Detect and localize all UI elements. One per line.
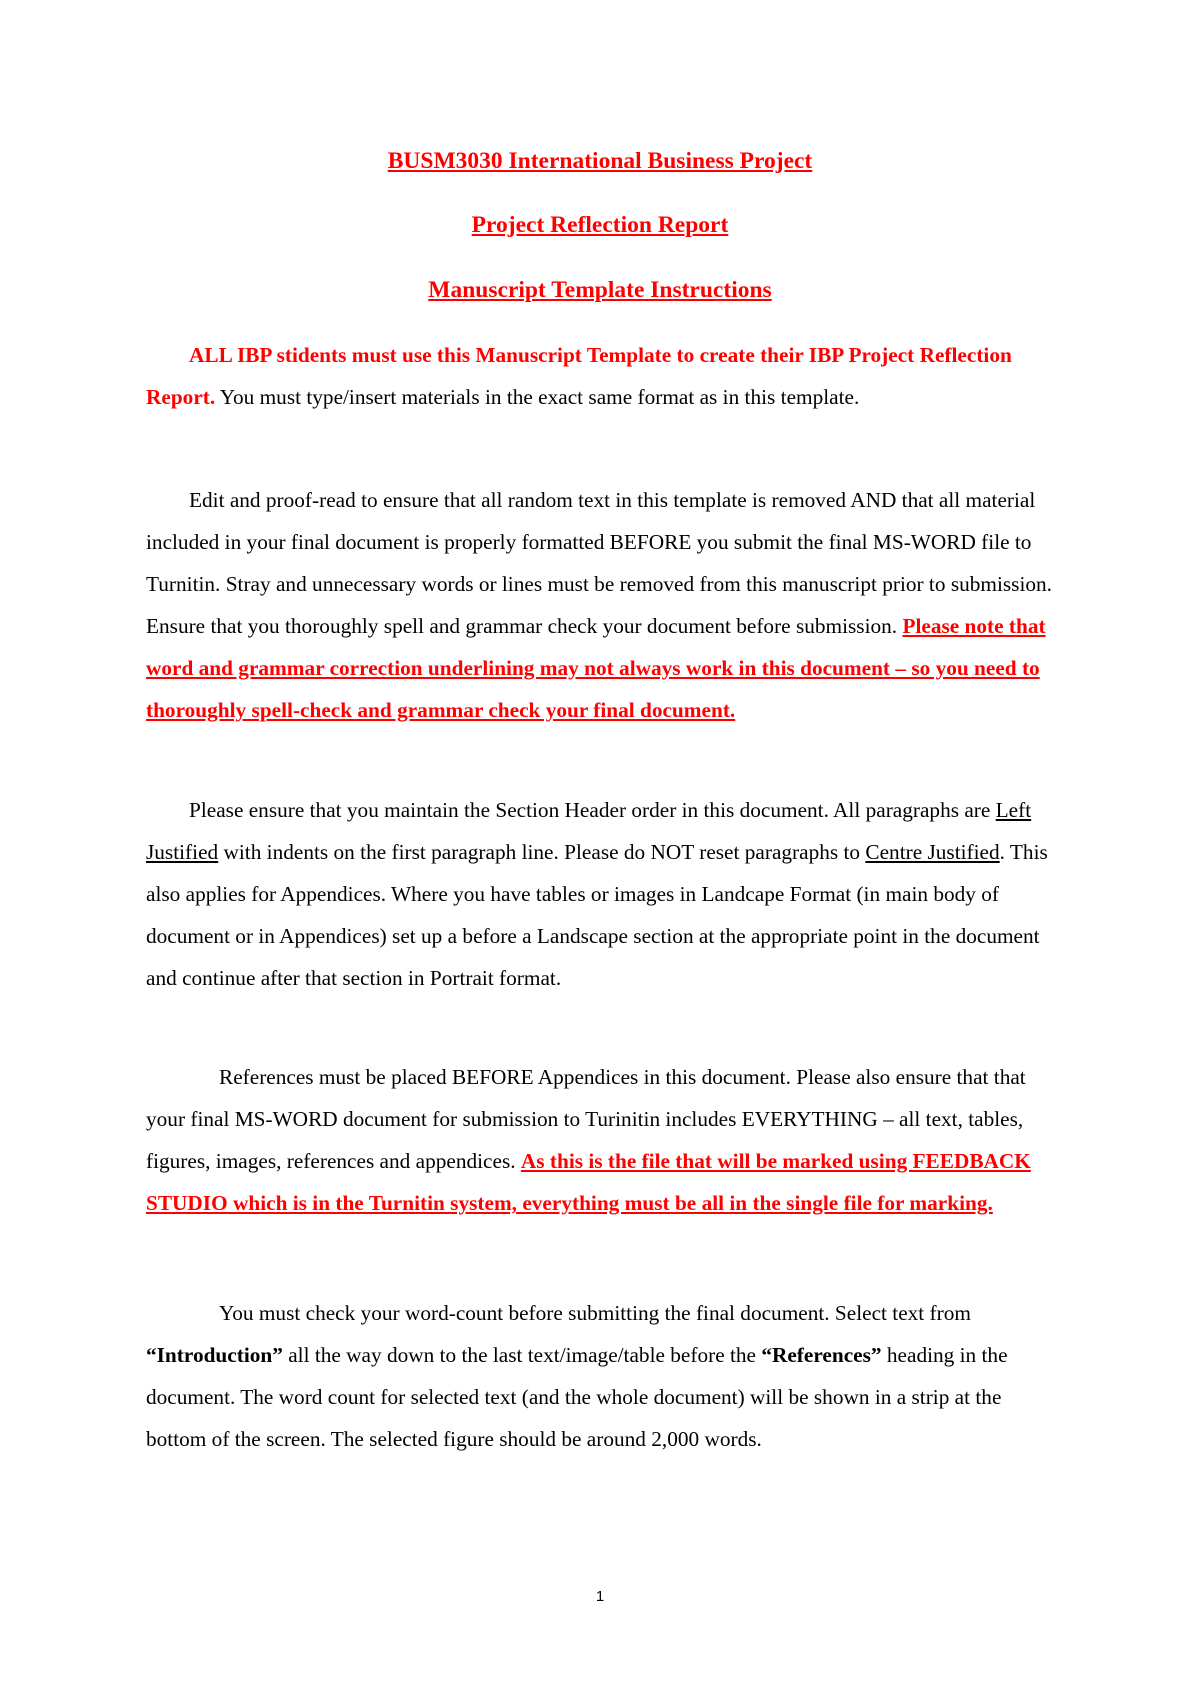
- centre-justified-term: Centre Justified: [865, 840, 1000, 864]
- instructions-title: Manuscript Template Instructions: [428, 277, 772, 303]
- proofreading-warning: Please note that word and grammar correction underlining may not always work in this document – so you need to thoroughly spell-check and grammar check your final document.: [146, 614, 1046, 722]
- paragraph-proofreading: [146, 479, 1066, 731]
- paragraph-references: [146, 1056, 1066, 1224]
- references-warning: As this is the file that will be marked using FEEDBACK STUDIO which is in the Turnitin system, everything must be all in the single file for marking.: [146, 1149, 1031, 1215]
- references-text: References must be placed BEFORE Appendices in this document. Please also ensure that that your final MS-WORD document for submission to Turinitin includes EVERYTHING – all text, tables, figures, images, references and appendices.: [146, 1065, 1026, 1173]
- left-justified-term: Left Justified: [146, 798, 1032, 864]
- template-usage-text: You must type/insert materials in the exact same format as in this template.: [215, 385, 860, 409]
- formatting-text-1: Please ensure that you maintain the Section Header order in this document. All paragraphs are: [189, 798, 996, 822]
- proofreading-text: Edit and proof-read to ensure that all random text in this template is removed AND that all material included in your final document is properly formatted BEFORE you submit the final MS-WORD file to Turnitin. Stray and unnecessary words or lines must be removed from this manuscript prior to submission. Ensure that you thoroughly spell and grammar check your document before submission.: [146, 488, 1053, 638]
- template-usage-emphasis: ALL IBP stidents must use this Manuscript Template to create their IBP Project Reflection Report.: [146, 343, 1012, 409]
- paragraph-word-count: [146, 1292, 1066, 1460]
- formatting-text-2: with indents on the first paragraph line. Please do NOT reset paragraphs to: [218, 840, 866, 864]
- paragraph-formatting: [146, 789, 1066, 999]
- word-count-text-3: heading in the document. The word count for selected text (and the whole document) will be shown in a strip at the bottom of the screen. The selected figure should be around 2,000 words.: [146, 1343, 1008, 1451]
- course-title: BUSM3030 International Business Project: [387, 148, 813, 174]
- references-term: “References”: [761, 1343, 882, 1367]
- report-title: Project Reflection Report: [471, 212, 729, 238]
- introduction-term: “Introduction”: [146, 1343, 283, 1367]
- formatting-text-3: . This also applies for Appendices. Where you have tables or images in Landcape Format (in main body of document or in Appendices) set up a before a Landscape section at the appropriate point in the document and continue after that section in Portrait format.: [146, 840, 1048, 990]
- paragraph-template-usage: [146, 334, 1066, 418]
- word-count-text-2: all the way down to the last text/image/table before the: [282, 1343, 762, 1367]
- page-number: 1: [595, 1588, 605, 1605]
- word-count-text-1: You must check your word-count before submitting the final document. Select text from: [219, 1301, 971, 1325]
